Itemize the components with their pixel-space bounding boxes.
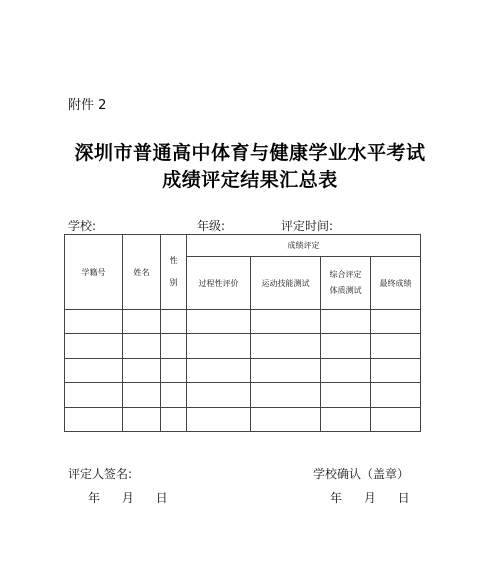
- table-cell[interactable]: [187, 310, 251, 334]
- table-cell[interactable]: [251, 310, 321, 334]
- table-cell[interactable]: [321, 334, 371, 358]
- table-cell[interactable]: [65, 383, 123, 407]
- table-cell[interactable]: [187, 334, 251, 358]
- table-cell[interactable]: [251, 383, 321, 407]
- table-cell[interactable]: [187, 383, 251, 407]
- table-cell[interactable]: [371, 310, 421, 334]
- header-student-id: 学籍号: [65, 235, 123, 310]
- table-cell[interactable]: [123, 334, 161, 358]
- table-cell[interactable]: [65, 358, 123, 382]
- table-cell[interactable]: [371, 358, 421, 382]
- header-group-results: 成绩评定: [187, 235, 421, 257]
- document-subtitle: 成绩评定结果汇总表: [162, 169, 338, 191]
- table-cell[interactable]: [321, 407, 371, 431]
- table-row: [65, 407, 421, 431]
- table-cell[interactable]: [321, 383, 371, 407]
- evaluator-signature-label: 评定人签名:: [68, 467, 133, 481]
- table-cell[interactable]: [65, 310, 123, 334]
- table-cell[interactable]: [161, 358, 187, 382]
- table-cell[interactable]: [161, 334, 187, 358]
- table-cell[interactable]: [371, 407, 421, 431]
- table-cell[interactable]: [371, 383, 421, 407]
- header-final-score: 最终成绩: [371, 257, 421, 310]
- table-cell[interactable]: [161, 310, 187, 334]
- table-cell[interactable]: [251, 358, 321, 382]
- table-cell[interactable]: [65, 334, 123, 358]
- table-cell[interactable]: [187, 407, 251, 431]
- table-cell[interactable]: [123, 407, 161, 431]
- table-cell[interactable]: [251, 334, 321, 358]
- school-date-label: 年 月 日: [330, 491, 410, 505]
- header-gender: [161, 235, 187, 310]
- table-row: [65, 358, 421, 382]
- attachment-label: 附件 2: [68, 98, 107, 113]
- table-cell[interactable]: [161, 383, 187, 407]
- table-cell[interactable]: [321, 310, 371, 334]
- header-gender-bottom: 别: [169, 278, 178, 288]
- results-table: [64, 234, 421, 432]
- header-gender-top: 性: [169, 256, 178, 266]
- eval-time-field-label: 评定时间:: [281, 219, 334, 233]
- table-row: [65, 334, 421, 358]
- header-sports-skill-test: 运动技能测试: [251, 257, 321, 310]
- table-cell[interactable]: [65, 407, 123, 431]
- table-row: [65, 310, 421, 334]
- header-composite-eval: [321, 257, 371, 310]
- school-field-label: 学校:: [68, 219, 97, 233]
- table-row: [65, 383, 421, 407]
- table-cell[interactable]: [161, 407, 187, 431]
- table-cell[interactable]: [321, 358, 371, 382]
- table-cell[interactable]: [251, 407, 321, 431]
- table-cell[interactable]: [187, 358, 251, 382]
- document-title: 深圳市普通高中体育与健康学业水平考试: [74, 142, 426, 164]
- table-cell[interactable]: [123, 358, 161, 382]
- header-composite-line1: 综合评定: [329, 270, 362, 280]
- table-cell[interactable]: [123, 310, 161, 334]
- header-process-eval: 过程性评价: [187, 257, 251, 310]
- header-name: 姓名: [123, 235, 161, 310]
- table-cell[interactable]: [123, 383, 161, 407]
- school-confirm-label: 学校确认（盖章）: [313, 467, 410, 481]
- header-composite-line2: 体质测试: [329, 286, 362, 296]
- evaluator-date-label: 年 月 日: [88, 491, 168, 505]
- grade-field-label: 年级:: [197, 219, 226, 233]
- table-cell[interactable]: [371, 334, 421, 358]
